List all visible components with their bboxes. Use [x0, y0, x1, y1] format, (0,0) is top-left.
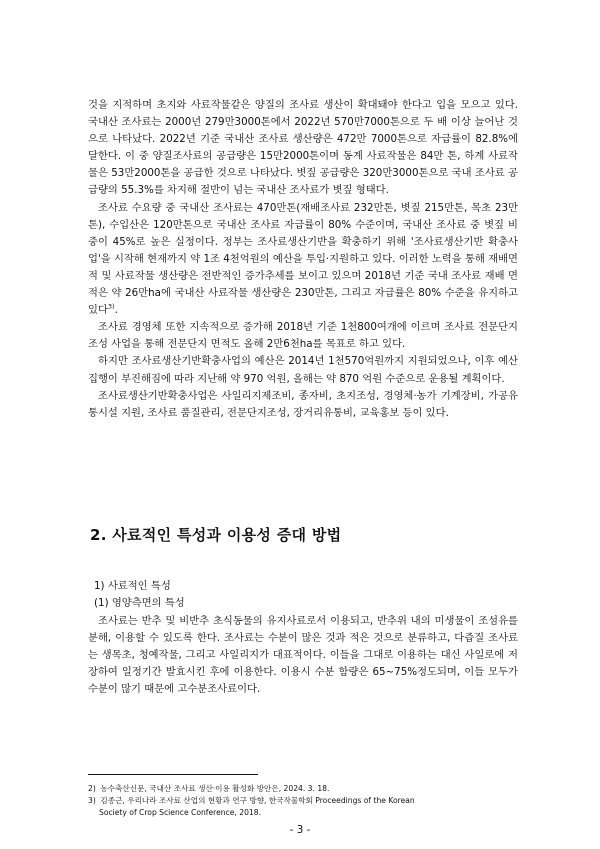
body-text-top: [88, 97, 518, 422]
period: .: [114, 304, 118, 317]
paragraph: 조사료 경영체 또한 지속적으로 증가해 2018년 기준 1천800여개에 이르며 조사료 전문단지조성 사업을 통해 전문단지 면적도 올해 2만6천ha를 목표로 하고 있다.: [88, 321, 518, 351]
body-text-bottom: [88, 613, 518, 698]
subheading-1: 1) 사료적인 특성: [94, 580, 171, 592]
page-number: - 3 -: [289, 824, 311, 836]
footnote-number: 2): [88, 784, 96, 793]
paragraph-text: 조사료 수요량 중 국내산 조사료는 470만톤(재배조사료 232만톤, 볏짚 215만톤, 목초 23만톤), 수입산은 120만톤으로 국내산 조사료 자급률이 80% 수준이며, 국내산 조사료 중 볏짚 비중이 45%로 높은 실정이다. 정부는 조사료생산기반을 확충하기 위해 '조사료생산기반 확충사업'을 시작해 현재까지 약 1조 4천억원의 예산을 투입·지원하고 있다. 이러한 노력을 통해 재배면적 및 사료작물 생산량은 전반적인 증가추세를 보이고 있으며 2018년 기준 국내 조사료 재배 면적은 약 26만ha에 국내산 사료작물 생산량은 230만톤, 그리고 자급률은 80% 수준을 유지하고 있다: [88, 201, 518, 317]
paragraph: 조사료는 반추 및 비반추 초식동물의 유지사료로서 이용되고, 반추위 내의 미생물이 조섬유를 분해, 이용할 수 있도록 한다. 조사료는 수분이 많은 것과 적은 것으로 분류하고, 다즙질 조사료는 생목초, 청예작물, 그리고 사일리지가 대표적이다. 이들을 그대로 이용하는 대신 사일로에 저장하여 일정기간 발효시킨 후에 이용한다. 이용시 수분 함량은 65~75%정도되며, 이들 모두가 수분이 많기 때문에 고수분조사료이다.: [88, 615, 518, 696]
footnote-text: 농수축산신문, 국내산 조사료 생산·이용 활성화 방안은, 2024. 3. 18.: [100, 784, 330, 793]
footnote-number: 3): [88, 796, 96, 805]
footnote-ref: 3): [107, 302, 115, 311]
footnote: [88, 795, 528, 818]
paragraph: 하지만 조사료생산기반확충사업의 예산은 2014년 1천570억원까지 지원되었으나, 이후 예산 집행이 부진해짐에 따라 지난해 약 970 억원, 올해는 약 870 억원 수준으로 운용될 계획이다.: [88, 355, 518, 385]
paragraph: [88, 200, 518, 320]
footnote-continuation: Society of Crop Science Conference, 2018.: [99, 807, 261, 817]
footnote: [88, 783, 528, 795]
subheading-2: (1) 영양측면의 특성: [94, 597, 185, 609]
section-heading: 2. 사료적인 특성과 이용성 증대 방법: [90, 526, 342, 544]
footnote-text: 김종근, 우리나라 조사료 산업의 현황과 연구 방향, 한국작물학회 Proceedings of the Korean: [100, 796, 415, 805]
paragraph: 조사료생산기반확충사업은 사일리지제조비, 종자비, 초지조성, 경영체·농가 기계장비, 가공유통시설 지원, 조사료 품질관리, 전문단지조성, 장거리유통비, 교육홍보 등이 있다.: [88, 389, 518, 419]
paragraph: 것을 지적하며 초지와 사료작물같은 양질의 조사료 생산이 확대돼야 한다고 입을 모으고 있다. 국내산 조사료는 2000년 279만3000톤에서 2022년 570만7000톤으로 두 배 이상 늘어난 것으로 나타났다. 2022년 기준 국내산 조사료 생산량은 472만 7000톤으로 자급률이 82.8%에 달한다. 이 중 양질조사료의 공급량은 15만2000톤이며 동계 사료작물은 84만 톤, 하계 사료작물은 53만2000톤을 공급한 것으로 나타났다. 볏짚 공급량은 320만3000톤으로 국내 조사료 공급량의 55.3%를 차지해 절반이 넘는 국내산 조사료가 볏짚 형태다.: [88, 99, 518, 197]
footnote-divider: [88, 774, 258, 775]
